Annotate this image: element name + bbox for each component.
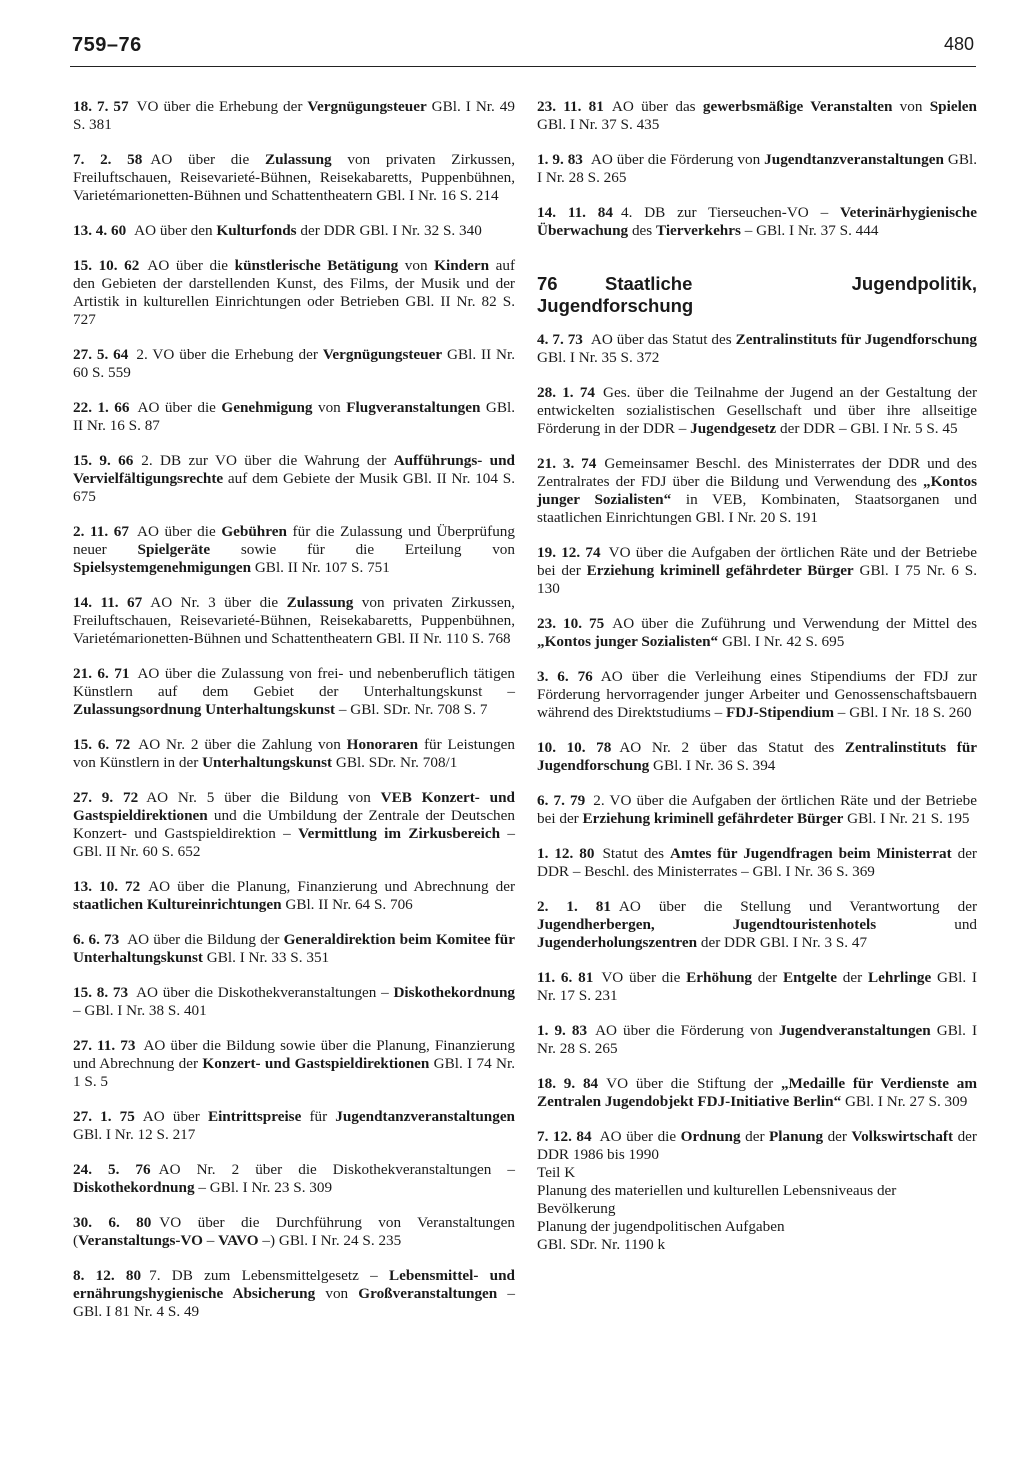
entry-text-segment: der DDR – GBl. I Nr. 5 S. 45 [776,420,958,437]
entry-text-segment: und [876,916,977,933]
section-title: Staatliche Jugendpolitik, Jugendforschung [537,273,977,316]
entry-date: 27. 11. 73 [73,1037,136,1054]
entry-text-segment: und die Umbildung der Zentrale der Deutschen Konzert- und Gastspieldirektion – [73,807,515,842]
entry-keyword: Eintrittspreise [207,1108,302,1125]
entry-date: 6. 6. 73 [73,931,120,948]
entry [73,98,515,134]
entry [73,523,515,577]
entry-text-segment: der DDR GBl. I Nr. 3 S. 47 [697,934,868,951]
entry-text-segment: Statut des [602,845,671,862]
entry-text-segment: GBl. I Nr. 27 S. 309 [841,1093,968,1110]
entry [73,931,515,967]
entry-subline: Planung des materiellen und kulturellen Lebensniveaus der Bevölkerung [537,1182,897,1217]
entry-text-segment: – GBl. I Nr. 18 S. 260 [834,704,972,721]
entry-text-segment: 4. DB zur Tierseuchen-VO – [620,204,841,221]
entry-keyword: Jugendtanzveranstaltungen [764,151,944,168]
entry-keyword: Generaldirektion beim Komitee für Unterhaltungskunst [73,931,515,966]
entry-keyword: Gebühren [221,523,287,540]
entry-text-segment: AO über die Planung, Finanzierung und Abrechnung der [148,878,515,895]
entry-keyword: „Kontos junger Sozialisten“ [537,473,977,508]
entry-text-segment: GBl. I Nr. 21 S. 195 [843,810,970,827]
right-column [537,98,977,1271]
entry-text-segment: GBl. I Nr. 33 S. 351 [202,949,330,966]
entry-text-segment: – GBl. SDr. Nr. 708 S. 7 [335,701,488,718]
entry [73,1108,515,1144]
entry-text-segment: AO über die [147,257,235,274]
entry-text-segment: VO über die [601,969,687,986]
entry-date: 4. 7. 73 [537,331,583,348]
entry-keyword: Entgelte [782,969,837,986]
entry [73,878,515,914]
entry [73,1161,515,1197]
entry-text-segment: AO über [142,1108,208,1125]
entry-text-segment: – GBl. I Nr. 38 S. 401 [73,1002,207,1019]
entry-text-segment: GBl. I Nr. 28 S. 265 [537,1022,977,1057]
entry-text-segment: AO über die Zulassung von frei- und nebenberuflich tätigen Künstlern auf dem Gebiet der Unterhaltungskunst – [73,665,516,700]
entry-date: 27. 5. 64 [73,346,129,363]
entry-keyword: Zentralinstituts für Jugendforschung [537,739,978,774]
entry-date: 30. 6. 80 [73,1214,152,1231]
entry-text-segment: für die Zulassung und Überprüfung neuer [73,523,515,558]
entry-text-segment: Ges. über die Teilnahme der Jugend an der Gestaltung der entwickelten sozialistischen Gesellschaft und über ihre allseitige Förderung in der DDR – [537,384,978,437]
entry-text-segment: 2. VO über die Erhebung der [136,346,323,363]
entry-text-segment: AO über die [137,399,222,416]
entry-keyword: Konzert- und Gastspieldirektionen [202,1055,430,1072]
entry-date: 23. 10. 75 [537,615,605,632]
entry-text-segment: AO über die [599,1128,681,1145]
entry-text-segment: AO über die Diskothekveranstaltungen – [136,984,394,1001]
entry-text-segment: GBl. I Nr. 42 S. 695 [718,633,845,650]
entry-date: 18. 7. 57 [73,98,129,115]
entry [73,1214,515,1250]
entry-text-segment: Gemeinsamer Beschl. des Ministerrates der DDR und des Zentralrates der FDJ über die Bildung und Verwendung des [537,455,978,490]
entry-text-segment: von [892,98,930,115]
entry-date: 1. 9. 83 [537,1022,588,1039]
entry [73,346,515,382]
entry [537,969,977,1005]
entry [73,399,515,435]
entry-keyword: Spielsystemgenehmigungen [73,559,252,576]
entry-keyword: VAVO [218,1232,259,1249]
entry [537,792,977,828]
entry-text-segment: AO über die Stellung und Verantwortung der [618,898,978,915]
entry [73,151,515,205]
entry [73,594,515,648]
entry [537,1022,977,1058]
entry-text-segment: VO über die Stiftung der [606,1075,781,1092]
right-column-section-entries [537,331,977,1111]
entry-text-segment: für [301,1108,336,1125]
entry-text-segment: der DDR GBl. I Nr. 32 S. 340 [296,222,482,239]
entry-text-segment: AO Nr. 3 über die [150,594,287,611]
entry-date: 22. 1. 66 [73,399,130,416]
entry [537,455,977,527]
entry-keyword: Diskothekordnung [393,984,516,1001]
entry-date: 3. 6. 76 [537,668,593,685]
entry [73,1267,515,1321]
entry-subline: Planung der jugendpolitischen Aufgaben [537,1218,785,1235]
entry-date: 21. 3. 74 [537,455,597,472]
entry-date: 13. 4. 60 [73,222,127,239]
entry-text-segment: GBl. I 74 Nr. 1 S. 5 [73,1055,516,1090]
entry-text-segment: GBl. I Nr. 12 S. 217 [73,1126,196,1143]
entry-text-segment: GBl. I Nr. 49 S. 381 [73,98,515,133]
entry-keyword: Unterhaltungskunst [202,754,333,771]
entry-text-segment: von [315,1285,359,1302]
entry-text-segment: AO Nr. 2 über die Diskothekveranstaltungen – [158,1161,516,1178]
entry-keyword: Zulassung [264,151,332,168]
entry-text-segment: sowie für die Erteilung von [210,541,515,558]
entry [537,151,977,187]
entry-keyword: Planung [769,1128,824,1145]
entry-text-segment: AO über die [150,151,265,168]
entry-subline: GBl. SDr. Nr. 1190 k [537,1236,666,1253]
entry-keyword: FDJ-Stipendium [725,704,834,721]
entry-keyword: Aufführungs- und Vervielfältigungsrechte [73,452,516,487]
entry-keyword: Flugveranstaltungen [346,399,481,416]
entry-text-segment: GBl. II Nr. 60 S. 559 [73,346,516,381]
entry-text-segment: GBl. SDr. Nr. 708/1 [332,754,458,771]
entry-keyword: Jugendherbergen, Jugendtouristenhotels [537,916,877,933]
entry-date: 18. 9. 84 [537,1075,599,1092]
entry-text-segment: der [740,1128,770,1145]
entry-date: 27. 9. 72 [73,789,139,806]
entry-text-segment: AO über das Statut des [590,331,736,348]
entry-text-segment: AO über das [611,98,703,115]
entry-text-segment: VO über die Erhebung der [136,98,308,115]
entry-date: 2. 11. 67 [73,523,129,540]
entry-keyword: Amtes für Jugendfragen beim Ministerrat [670,845,952,862]
entry-date: 23. 11. 81 [537,98,604,115]
entry-text-segment: der [823,1128,852,1145]
entry-keyword: „Medaille für Verdienste am Zentralen Jugendobjekt FDJ-Initiative Berlin“ [537,1075,978,1110]
entry-text-segment: auf dem Gebiete der Musik GBl. II Nr. 104 S. 675 [73,470,515,505]
entry-keyword: Kindern [434,257,490,274]
entry-keyword: Spielgeräte [137,541,211,558]
entry-text-segment: 7. DB zum Lebensmittelgesetz – [149,1267,389,1284]
entry [73,1037,515,1091]
entry-keyword: Veterinärhygienische Überwachung [537,204,977,239]
entry-date: 14. 11. 84 [537,204,613,221]
entry [537,845,977,881]
entry-date: 2. 1. 81 [537,898,611,915]
entry-text-segment: auf den Gebieten der darstellenden Kunst, des Films, der Musik und der Artistik in kulturellen Einrichtungen oder Betrieben GBl. II Nr. 82 S. 727 [73,257,516,328]
entry-keyword: Zentralinstituts für Jugendforschung [735,331,977,348]
entry-date: 24. 5. 76 [73,1161,151,1178]
entry-date: 15. 10. 62 [73,257,140,274]
entry-text-segment: – GBl. I 81 Nr. 4 S. 49 [73,1285,515,1320]
entry-text-segment: der DDR – Beschl. des Ministerrates – GBl. I Nr. 36 S. 369 [537,845,977,880]
entry [73,665,515,719]
entry [537,898,977,952]
entry-keyword: Erziehung kriminell gefährdeter Bürger [582,810,844,827]
entry-keyword: Ordnung [680,1128,741,1145]
entry-keyword: Vermittlung im Zirkusbereich [298,825,501,842]
entry-text-segment: von privaten Zirkussen, Freiluftschauen, Reisevarieté-Bühnen, Reisekabaretts, Puppenbühnen, Varietémarionetten-Bühnen und Schattentheatern GBl. II Nr. 110 S. 768 [73,594,515,647]
entry-date: 10. 10. 78 [537,739,612,756]
entry-keyword: Erziehung kriminell gefährdeter Bürger [586,562,854,579]
entry [73,984,515,1020]
right-column-top-entries [537,98,977,240]
entry-date: 7. 12. 84 [537,1128,592,1145]
entry [73,452,515,506]
entry-keyword: Honoraren [346,736,419,753]
entry [537,98,977,134]
entry-date: 7. 2. 58 [73,151,143,168]
entry-text-segment: in VEB, Kombinaten, Staatsorganen und staatlichen Einrichtungen GBl. I Nr. 20 S. 191 [537,491,977,526]
entry-text-segment: AO über den [134,222,217,239]
entry-text-segment: AO Nr. 5 über die Bildung von [146,789,381,806]
entry [537,204,977,240]
entry-date: 15. 6. 72 [73,736,131,753]
entry-date: 19. 12. 74 [537,544,601,561]
entry-keyword: Großveranstaltungen [358,1285,498,1302]
entry-keyword: Lebensmittel- und ernährungshygienische Absicherung [73,1267,516,1302]
entry-keyword: Genehmigung [221,399,313,416]
entry-date: 6. 7. 79 [537,792,586,809]
entry-text-segment: AO über die Zuführung und Verwendung der Mittel des [612,615,977,632]
entry-text-segment: AO Nr. 2 über die Zahlung von [138,736,347,753]
entry-date: 14. 11. 67 [73,594,143,611]
entry-text-segment: AO über die Verleihung eines Stipendiums der FDJ zur Förderung hervorragender junger Arbeiter und Genossenschaftsbauern während des Direktstudiums – [537,668,978,721]
entry-text-segment: der DDR 1986 bis 1990 [537,1128,977,1163]
entry-keyword: Zulassung [286,594,354,611]
entry-text-segment: 2. DB zur VO über die Wahrung der [141,452,394,469]
entry-keyword: Vergnügungsteuer [322,346,443,363]
left-column [73,98,515,1338]
entry-date: 1. 9. 83 [537,151,583,168]
entry-keyword: Volkswirtschaft [851,1128,954,1145]
entry-text-segment: GBl. I Nr. 35 S. 372 [537,349,660,366]
entry [73,736,515,772]
entry-keyword: Diskothekordnung [73,1179,195,1196]
entry-keyword: Jugendveranstaltungen [778,1022,931,1039]
entry-text-segment: GBl. I Nr. 37 S. 435 [537,116,660,133]
entry-keyword: Lehrlinge [867,969,932,986]
entry-text-segment: AO über die Bildung sowie über die Planung, Finanzierung und Abrechnung der [73,1037,515,1072]
section-number: 76 [537,273,558,294]
header-code: 759–76 [72,34,142,56]
entry [73,222,515,240]
entry-text-segment: GBl. I Nr. 36 S. 394 [649,757,776,774]
entry [537,615,977,651]
entry-date: 15. 9. 66 [73,452,134,469]
entry [73,789,515,861]
entry-text-segment: des [628,222,656,239]
entry-text-segment: AO über die Bildung der [127,931,284,948]
entry [537,1128,977,1254]
entry-subline: Teil K [537,1164,576,1181]
entry-text-segment: –) GBl. I Nr. 24 S. 235 [258,1232,402,1249]
entry-text-segment: – GBl. I Nr. 37 S. 444 [740,222,879,239]
header-rule [70,66,976,67]
entry-keyword: Tierverkehrs [655,222,741,239]
entry-text-segment: AO über die Förderung von [595,1022,779,1039]
entry-date: 8. 12. 80 [73,1267,142,1284]
entry-keyword: Vergnügungsteuer [307,98,427,115]
entry-keyword: „Kontos junger Sozialisten“ [537,633,719,650]
entry-keyword: Jugendtanzveranstaltungen [335,1108,516,1125]
entry-date: 28. 1. 74 [537,384,596,401]
entry-date: 27. 1. 75 [73,1108,135,1125]
entry-keyword: staatlichen Kultureinrichtungen [73,896,282,913]
entry-text-segment: der [752,969,783,986]
entry-text-segment: VO über die Aufgaben der örtlichen Räte und der Betriebe bei der [537,544,978,579]
entry-text-segment: – [202,1232,219,1249]
entry-text-segment: GBl. II Nr. 64 S. 706 [281,896,413,913]
entry-text-segment: von privaten Zirkussen, Freiluftschauen, Reisevarieté-Bühnen, Reisekabaretts, Puppenbühnen, Varietémarionetten-Bühnen und Schattentheatern GBl. I Nr. 16 S. 214 [73,151,515,204]
entry-keyword: Erhöhung [686,969,753,986]
entry-date: 21. 6. 71 [73,665,130,682]
entry [537,544,977,598]
entry-date: 11. 6. 81 [537,969,594,986]
entry-text-segment: von [312,399,347,416]
entry-keyword: Spielen [929,98,977,115]
entry-keyword: Zulassungsordnung Unterhaltungskunst [73,701,336,718]
entry [537,739,977,775]
entry-keyword: Kulturfonds [216,222,297,239]
entry-text [537,1128,977,1163]
entry-text-segment: GBl. II Nr. 16 S. 87 [73,399,516,434]
entry-text-segment: GBl. I 75 Nr. 6 S. 130 [537,562,977,597]
entry [537,331,977,367]
entry-text-segment: AO Nr. 2 über das Statut des [619,739,845,756]
entry-date: 15. 8. 73 [73,984,129,1001]
entry [537,384,977,438]
entry-text-segment: – GBl. I Nr. 23 S. 309 [194,1179,333,1196]
entry-text-segment: AO über die [136,523,222,540]
entry-text-segment: der [836,969,868,986]
entry-date: 1. 12. 80 [537,845,595,862]
entry-text-segment: von [398,257,435,274]
entry-text-segment: VO über die Durchführung von Veranstaltungen ( [73,1214,515,1249]
entry-text-segment: AO über die Förderung von [590,151,765,168]
entry-keyword: Jugendgesetz [690,420,777,437]
entry-text-segment: – GBl. II Nr. 60 S. 652 [73,825,515,860]
entry-text-segment: 2. VO über die Aufgaben der örtlichen Räte und der Betriebe bei der [537,792,977,827]
entry [537,1075,977,1111]
entry-text-segment: GBl. I Nr. 17 S. 231 [537,969,977,1004]
entry-text-segment: für Leistungen von Künstlern in der [73,736,516,771]
entry-keyword: Jugenderholungszentren [537,934,698,951]
page-number: 480 [943,34,974,54]
entry-date: 13. 10. 72 [73,878,141,895]
entry-keyword: VEB Konzert- und Gastspieldirektionen [73,789,516,824]
entry-text-segment: GBl. II Nr. 107 S. 751 [251,559,390,576]
entry-keyword: gewerbsmäßige Veranstalten [702,98,893,115]
entry-keyword: Veranstaltungs-VO [78,1232,203,1249]
entry-keyword: künstlerische Betätigung [234,257,399,274]
entry [537,668,977,722]
section-heading [537,273,977,317]
entry [73,257,515,329]
entry-text-segment: GBl. I Nr. 28 S. 265 [537,151,977,186]
